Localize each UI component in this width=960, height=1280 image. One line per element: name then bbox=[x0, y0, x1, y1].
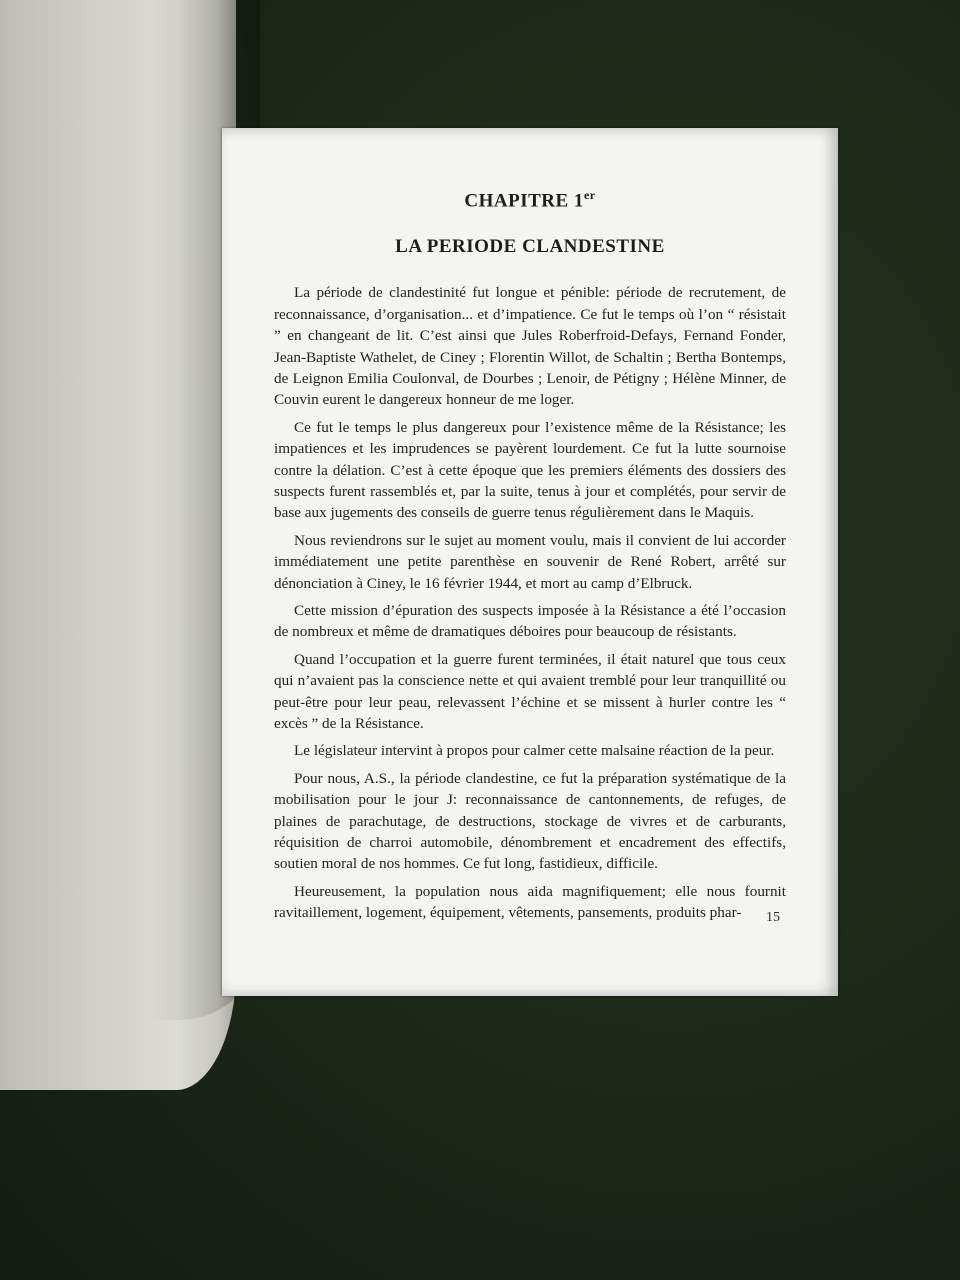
paragraph: Nous reviendrons sur le sujet au moment voulu, mais il convient de lui accorder immédiatement une petite parenthèse en souvenir de René Robert, arrêté sur dénonciation à Ciney, le 16 février 1944, et mort au camp d’Elbruck. bbox=[274, 531, 786, 592]
paragraph: Ce fut le temps le plus dangereux pour l’existence même de la Résistance; les impatiences et les imprudences se payèrent lourdement. Ce fut la lutte sournoise contre la délation. C’est à cette époque que les premiers éléments des dossiers des suspects furent rassemblés et, par la suite, tenus à jour et complétés, pour servir de base aux jugements des conseils de guerre tenus régulièrement dans le Maquis. bbox=[274, 418, 786, 522]
paragraph: Heureusement, la population nous aida magnifiquement; elle nous fournit ravitaillement, logement, équipement, vêtements, pansements, produits phar- bbox=[274, 882, 786, 922]
chapter-suffix: er bbox=[583, 188, 596, 202]
paragraph: Le législateur intervint à propos pour calmer cette malsaine réaction de la peur. bbox=[294, 742, 775, 760]
page-content bbox=[274, 188, 786, 930]
chapter-label: CHAPITRE 1 bbox=[464, 190, 584, 212]
paragraph: La période de clandestinité fut longue et pénible: période de recrutement, de reconnaissance, d’organisation... et d’impatience. Ce fut le temps où l’on “ résistait ” en changeant de lit. C’est ainsi que Jules Roberfroid-Defays, Fernand Fonder, Jean-Baptiste Wathelet, de Ciney ; Florentin Willot, de Schaltin ; Bertha Bontemps, de Leignon Emilia Coulonval, de Dourbes ; Lenoir, de Pétigny ; Hélène Minner, de Couvin eurent le dangereux honneur de me loger. bbox=[274, 284, 786, 409]
chapter-title: LA PERIODE CLANDESTINE bbox=[395, 236, 665, 258]
chapter-heading bbox=[274, 188, 786, 212]
book-page bbox=[222, 128, 838, 996]
page-number: 15 bbox=[766, 910, 780, 925]
paragraph: Pour nous, A.S., la période clandestine, ce fut la préparation systématique de la mobilisation pour le jour J: reconnaissance de cantonnements, de refuges, de plaines de parachutage, de destructions, stockage de vivres et de carburants, réquisition de charroi automobile, dénombrement et encadrement des effectifs, soutien moral de nos hommes. Ce fut long, fastidieux, difficile. bbox=[274, 769, 786, 873]
paragraph: Quand l’occupation et la guerre furent terminées, il était naturel que tous ceux qui n’avaient pas la conscience nette et qui avaient tremblé pour leur tranquillité ou peut-être pour leur peau, relevassent l’échine et se missent à hurler contre les “ excès ” de la Résistance. bbox=[274, 650, 786, 733]
left-page bbox=[0, 0, 236, 1090]
paragraph: Cette mission d’épuration des suspects imposée à la Résistance a été l’occasion de nombreux et même de dramatiques déboires pour beaucoup de résistants. bbox=[274, 602, 786, 641]
